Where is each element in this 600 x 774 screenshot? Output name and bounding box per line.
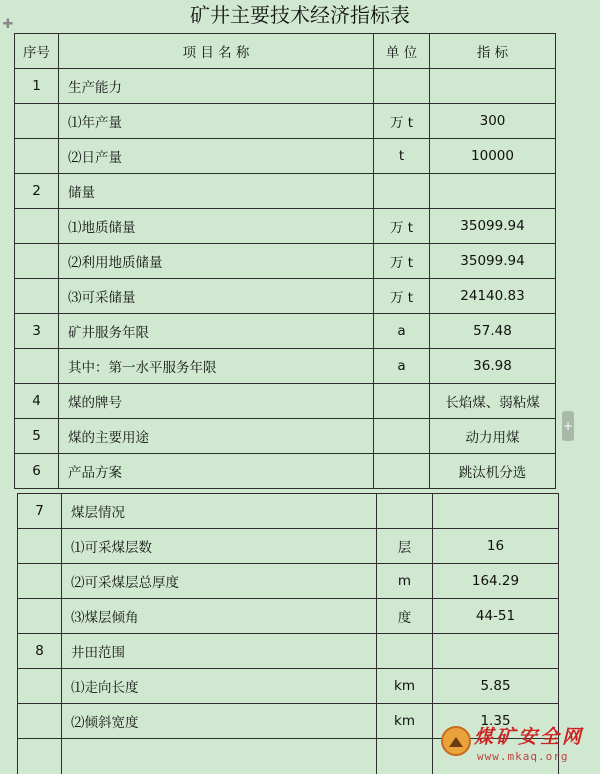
empty-cell [377, 739, 433, 774]
row-value: 长焰煤、弱粘煤 [430, 384, 556, 419]
row-index [15, 244, 59, 279]
row-index [15, 279, 59, 314]
row-value [433, 634, 559, 669]
row-name: 煤的牌号 [59, 384, 374, 419]
header-index: 序号 [15, 34, 59, 69]
row-name: ⑵利用地质储量 [59, 244, 374, 279]
page-title: 矿井主要技术经济指标表 [0, 2, 600, 28]
watermark-url: www.mkaq.org [477, 750, 568, 764]
row-index [15, 209, 59, 244]
row-name: 其中：第一水平服务年限 [59, 349, 374, 384]
row-value: 10000 [430, 139, 556, 174]
row-index [15, 139, 59, 174]
table-row [15, 69, 556, 104]
table-row [15, 314, 556, 349]
header-value: 指 标 [430, 34, 556, 69]
row-name: ⑶可采储量 [59, 279, 374, 314]
empty-cell [18, 739, 62, 774]
row-index: 1 [15, 69, 59, 104]
row-index: 3 [15, 314, 59, 349]
row-value: 44-51 [433, 599, 559, 634]
table-row [15, 454, 556, 489]
table-row [18, 564, 559, 599]
row-unit [374, 174, 430, 209]
row-unit: 层 [377, 529, 433, 564]
table-row [15, 244, 556, 279]
table-row [15, 209, 556, 244]
table-row [15, 384, 556, 419]
row-index: 8 [18, 634, 62, 669]
row-value: 57.48 [430, 314, 556, 349]
row-value: 35099.94 [430, 209, 556, 244]
row-unit [377, 494, 433, 529]
watermark [441, 724, 597, 770]
row-unit: 度 [377, 599, 433, 634]
row-unit [374, 69, 430, 104]
watermark-text: 煤矿安全网 [474, 724, 584, 750]
row-index: 6 [15, 454, 59, 489]
row-index [15, 104, 59, 139]
table-row [15, 279, 556, 314]
row-value [433, 494, 559, 529]
row-name: 煤层情况 [62, 494, 377, 529]
table-row [18, 669, 559, 704]
row-unit: 万 t [374, 244, 430, 279]
table-add-handle-icon[interactable]: + [562, 411, 574, 441]
empty-cell [62, 739, 377, 774]
table-row [15, 349, 556, 384]
row-unit [377, 634, 433, 669]
row-unit: t [374, 139, 430, 174]
row-name: ⑵可采煤层总厚度 [62, 564, 377, 599]
row-name: ⑴可采煤层数 [62, 529, 377, 564]
row-index: 4 [15, 384, 59, 419]
indicator-table-part-1 [14, 33, 556, 489]
row-index [18, 599, 62, 634]
row-value: 35099.94 [430, 244, 556, 279]
row-value: 36.98 [430, 349, 556, 384]
row-index [18, 669, 62, 704]
table-row [18, 529, 559, 564]
row-name: ⑴年产量 [59, 104, 374, 139]
row-unit: 万 t [374, 279, 430, 314]
row-name: 储量 [59, 174, 374, 209]
row-index [18, 564, 62, 599]
row-unit [374, 384, 430, 419]
table-row [15, 419, 556, 454]
row-name: 生产能力 [59, 69, 374, 104]
row-index [18, 529, 62, 564]
row-name: ⑵倾斜宽度 [62, 704, 377, 739]
row-value: 动力用煤 [430, 419, 556, 454]
row-name: 煤的主要用途 [59, 419, 374, 454]
row-name: 产品方案 [59, 454, 374, 489]
row-unit: 万 t [374, 104, 430, 139]
row-name: 矿井服务年限 [59, 314, 374, 349]
row-unit: km [377, 669, 433, 704]
row-index [15, 349, 59, 384]
header-item-name: 项 目 名 称 [59, 34, 374, 69]
row-value: 5.85 [433, 669, 559, 704]
row-index: 5 [15, 419, 59, 454]
row-name: ⑴走向长度 [62, 669, 377, 704]
row-value: 300 [430, 104, 556, 139]
row-index: 2 [15, 174, 59, 209]
row-unit: m [377, 564, 433, 599]
table-header-row [15, 34, 556, 69]
row-value: 跳汰机分选 [430, 454, 556, 489]
row-value: 24140.83 [430, 279, 556, 314]
row-unit: a [374, 349, 430, 384]
row-unit: km [377, 704, 433, 739]
row-name: ⑴地质储量 [59, 209, 374, 244]
table-move-handle-icon[interactable]: ✚ [2, 19, 14, 31]
watermark-logo-icon [441, 726, 471, 756]
row-unit: 万 t [374, 209, 430, 244]
row-value [430, 69, 556, 104]
table-row [18, 494, 559, 529]
row-value [430, 174, 556, 209]
table-row [15, 104, 556, 139]
row-name: 井田范围 [62, 634, 377, 669]
row-value: 164.29 [433, 564, 559, 599]
header-unit: 单 位 [374, 34, 430, 69]
row-value: 16 [433, 529, 559, 564]
row-unit [374, 454, 430, 489]
table-row [15, 139, 556, 174]
row-unit: a [374, 314, 430, 349]
table-row [18, 599, 559, 634]
row-name: ⑵日产量 [59, 139, 374, 174]
row-index [18, 704, 62, 739]
row-name: ⑶煤层倾角 [62, 599, 377, 634]
row-unit [374, 419, 430, 454]
row-value: 1.35 [433, 704, 559, 739]
table-row [15, 174, 556, 209]
row-index: 7 [18, 494, 62, 529]
table-row [18, 634, 559, 669]
